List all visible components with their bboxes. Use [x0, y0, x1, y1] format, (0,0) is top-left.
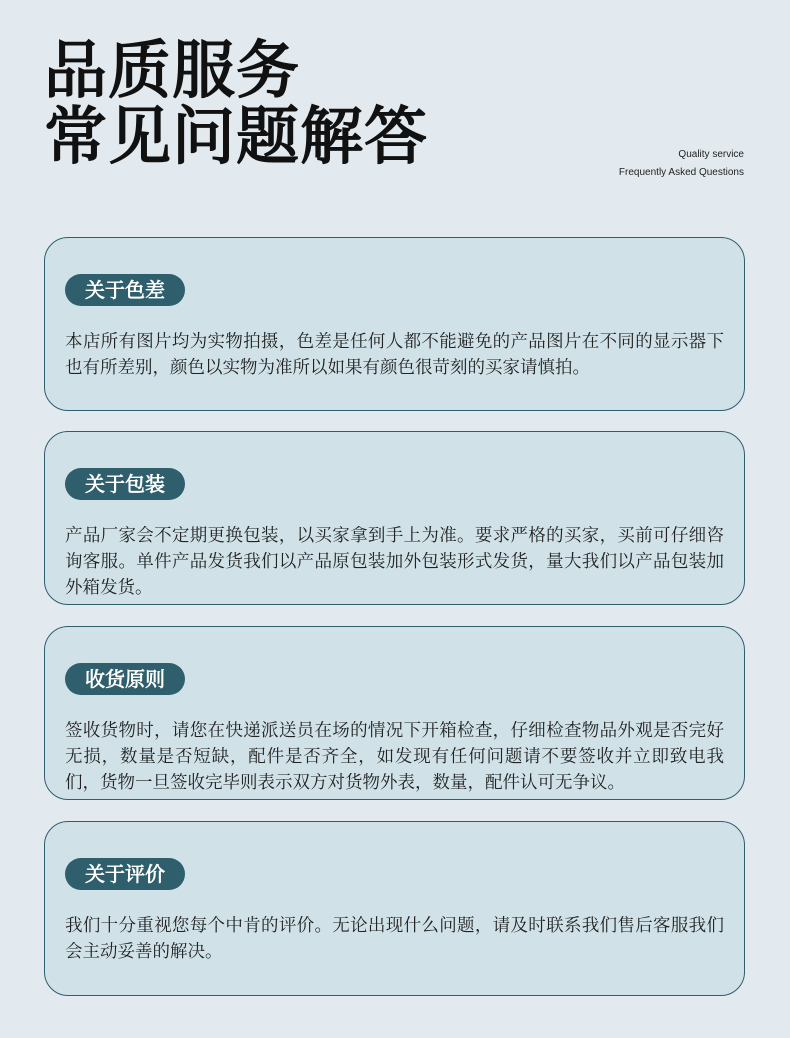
- section-body: 签收货物时，请您在快递派送员在场的情况下开箱检查，仔细检查物品外观是否完好无损，数量是否短缺，配件是否齐全，如发现有任何问题请不要签收并立即致电我们，货物一旦签收完毕则表示双方对货物外表，数量，配件认可无争议。: [65, 721, 724, 793]
- section-body: 本店所有图片均为实物拍摄，色差是任何人都不能避免的产品图片在不同的显示器下也有所差别，颜色以实物为准所以如果有颜色很苛刻的买家请慎拍。: [65, 332, 724, 378]
- section-badge: 关于包装: [65, 468, 185, 500]
- section-badge: 关于色差: [65, 274, 185, 306]
- faq-card-receiving: [44, 626, 745, 800]
- section-body: 我们十分重视您每个中肯的评价。无论出现什么问题，请及时联系我们售后客服我们会主动妥善的解决。: [65, 916, 724, 962]
- section-body: 产品厂家会不定期更换包装，以买家拿到手上为准。要求严格的买家，买前可仔细咨询客服。单件产品发货我们以产品原包装加外包装形式发货，量大我们以产品包装加外箱发货。: [65, 526, 724, 598]
- title-line-1: 品质服务: [44, 34, 300, 107]
- subtitle-line-2: Frequently Asked Questions: [618, 167, 744, 178]
- page-title: [44, 34, 428, 173]
- section-badge: 关于评价: [65, 858, 185, 890]
- faq-card-packaging: [44, 431, 745, 605]
- faq-card-reviews: [44, 821, 745, 996]
- faq-card-color-difference: [44, 237, 745, 411]
- subtitle-line-1: Quality service: [678, 149, 744, 160]
- english-subtitle: [619, 146, 744, 182]
- title-line-2: 常见问题解答: [44, 100, 428, 173]
- section-badge: 收货原则: [65, 663, 185, 695]
